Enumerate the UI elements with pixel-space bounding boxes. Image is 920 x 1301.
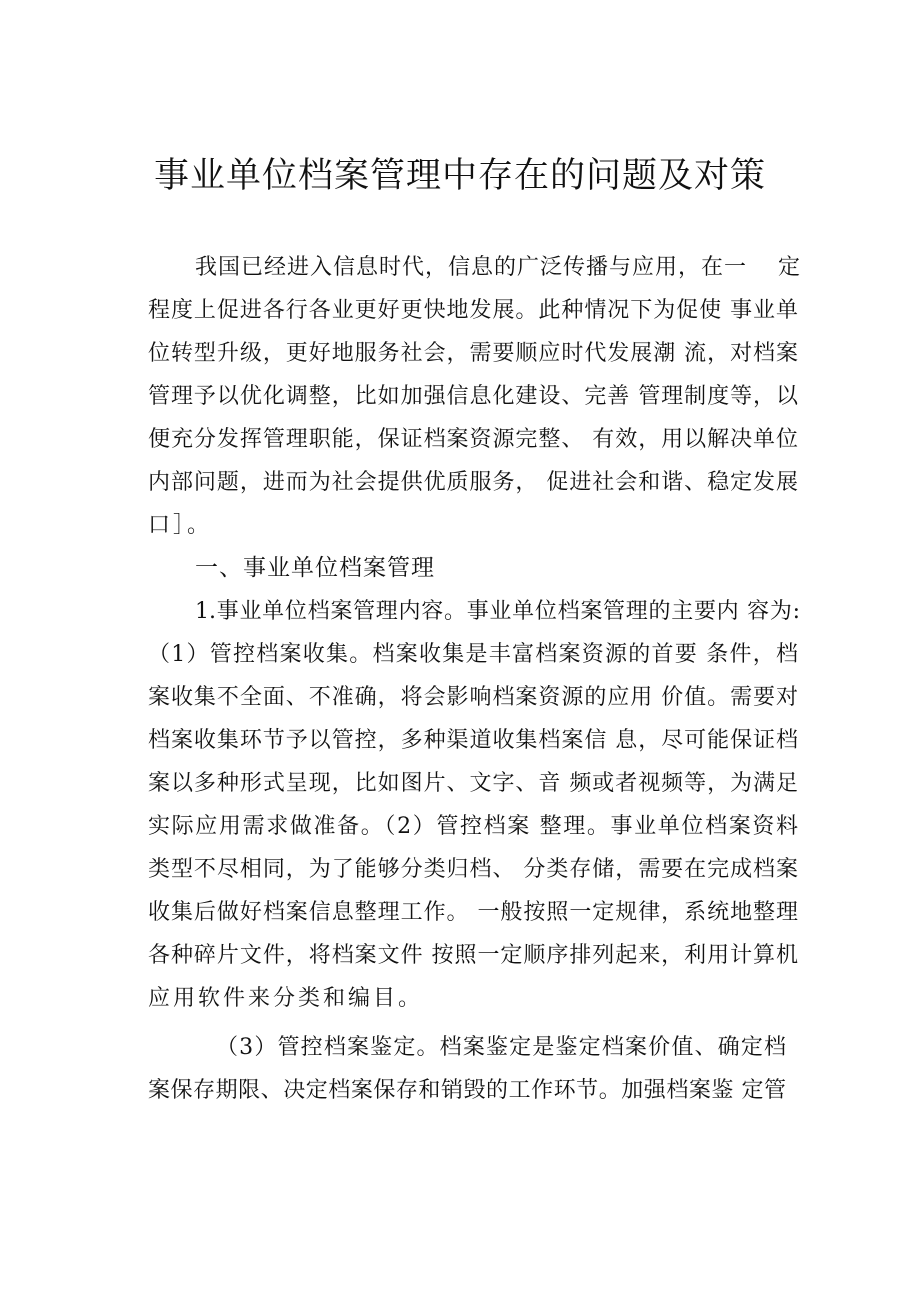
body-line: （3）管控档案鉴定。档案鉴定是鉴定档案价值、确定档 — [216, 1035, 786, 1060]
section-heading: 一、事业单位档案管理 — [195, 555, 435, 581]
document-title: 事业单位档案管理中存在的问题及对策 — [153, 156, 766, 196]
intro-line: 程度上促进各行各业更好更快地发展。此种情况下为促使 事业单 — [148, 298, 798, 323]
body-line: 案保存期限、决定档案保存和销毁的工作环节。加强档案鉴 定管 — [148, 1078, 786, 1103]
intro-line: 位转型升级，更好地服务社会，需要顺应时代发展潮 流，对档案 — [148, 341, 798, 366]
body-line: 1.事业单位档案管理内容。事业单位档案管理的主要内 容为: — [195, 599, 800, 624]
body-line: 应用软件来分类和编目。 — [148, 986, 424, 1011]
body-line: 档案收集环节予以管控，多种渠道收集档案信 息，尽可能保证档 — [148, 728, 798, 753]
intro-line: 我国已经进入信息时代，信息的广泛传播与应用，在一 定 — [195, 255, 800, 280]
body-line: 案以多种形式呈现，比如图片、文字、音 频或者视频等，为满足 — [148, 771, 798, 796]
body-line: 实际应用需求做准备。（2）管控档案 整理。事业单位档案资料 — [148, 814, 798, 839]
intro-line: 口］。 — [148, 513, 213, 538]
intro-line: 管理予以优化调整，比如加强信息化建设、完善 管理制度等，以 — [148, 384, 798, 409]
body-line: （1）管控档案收集。档案收集是丰富档案资源的首要 条件，档 — [148, 642, 798, 667]
body-line: 各种碎片文件，将档案文件 按照一定顺序排列起来，利用计算机 — [148, 943, 798, 968]
body-line: 收集后做好档案信息整理工作。 一般按照一定规律，系统地整理 — [148, 900, 798, 925]
body-line: 类型不尽相同，为了能够分类归档、 分类存储，需要在完成档案 — [148, 857, 798, 882]
intro-line: 便充分发挥管理职能，保证档案资源完整、 有效，用以解决单位 — [148, 427, 798, 452]
body-line: 案收集不全面、不准确，将会影响档案资源的应用 价值。需要对 — [148, 685, 798, 710]
intro-line: 内部问题，进而为社会提供优质服务， 促进社会和谐、稳定发展 — [148, 470, 798, 495]
